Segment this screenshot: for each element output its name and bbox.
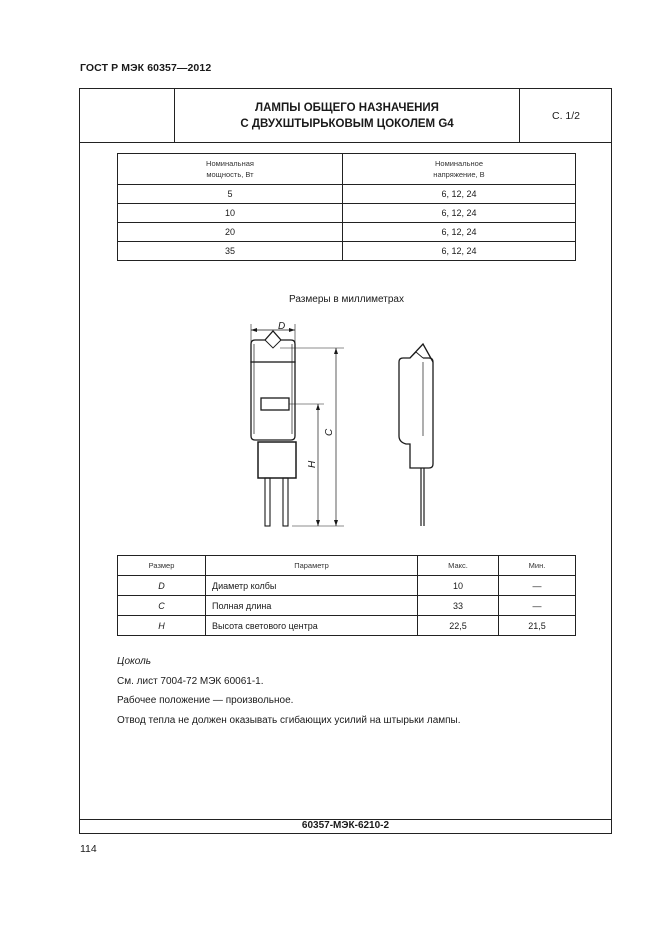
table-row: [118, 223, 576, 242]
table-row: [118, 576, 576, 596]
table-row: [118, 185, 576, 204]
lamp-drawing: [240, 318, 460, 533]
notes-line: Рабочее положение — произвольное.: [117, 695, 294, 706]
power-cell: 20: [118, 223, 343, 242]
max-cell: 22,5: [418, 616, 499, 636]
power-cell: 5: [118, 185, 343, 204]
power-cell: 10: [118, 204, 343, 223]
notes-line: См. лист 7004-72 МЭК 60061-1.: [117, 675, 264, 687]
min-cell: —: [499, 576, 576, 596]
table-row: [118, 242, 576, 261]
lamp-front-view: [251, 324, 344, 526]
lamp-base: [258, 442, 296, 478]
pin-left: [265, 478, 270, 526]
parameter-cell: Диаметр колбы: [206, 576, 418, 596]
notes-line: Отвод тепла не должен оказывать сгибающих усилий на штырьки лампы.: [117, 714, 461, 726]
size-cell: H: [118, 616, 206, 636]
table-header-row: [118, 154, 576, 185]
min-cell: 21,5: [499, 616, 576, 636]
page-number: 114: [80, 843, 97, 855]
sheet-code: 60357-МЭК-6210-2: [301, 820, 390, 831]
voltage-cell: 6, 12, 24: [343, 242, 576, 261]
title-left-cell: [79, 88, 175, 143]
size-header: Размер: [118, 556, 206, 576]
standard-header: ГОСТ Р МЭК 60357—2012: [80, 62, 212, 74]
parameter-cell: Полная длина: [206, 596, 418, 616]
notes-heading: Цоколь: [117, 656, 152, 667]
dimensions-caption: Размеры в миллиметрах: [289, 294, 404, 305]
table-row: [118, 596, 576, 616]
power-voltage-table: [117, 153, 576, 261]
max-cell: 10: [418, 576, 499, 596]
dimensions-table: [117, 555, 576, 636]
size-cell: D: [118, 576, 206, 596]
parameter-header: Параметр: [206, 556, 418, 576]
sheet-number: С. 1/2: [519, 88, 612, 143]
voltage-header: Номинальное напряжение, В: [343, 154, 576, 185]
power-cell: 35: [118, 242, 343, 261]
label-h: H: [307, 460, 318, 468]
pin-right: [283, 478, 288, 526]
power-header: Номинальная мощность, Вт: [118, 154, 343, 185]
filament-block: [261, 398, 289, 410]
title-line-2: С ДВУХШТЫРЬКОВЫМ ЦОКОЛЕМ G4: [240, 117, 454, 130]
voltage-cell: 6, 12, 24: [343, 185, 576, 204]
lamp-side-view: [399, 344, 433, 526]
label-c: C: [324, 428, 335, 436]
notes-block: [117, 652, 461, 730]
voltage-cell: 6, 12, 24: [343, 204, 576, 223]
sheet-title: [175, 88, 519, 143]
size-cell: C: [118, 596, 206, 616]
table-header-row: [118, 556, 576, 576]
table-row: [118, 616, 576, 636]
max-header: Макс.: [418, 556, 499, 576]
label-d: D: [278, 321, 286, 332]
title-line-1: ЛАМПЫ ОБЩЕГО НАЗНАЧЕНИЯ: [255, 101, 439, 114]
parameter-cell: Высота светового центра: [206, 616, 418, 636]
min-header: Мин.: [499, 556, 576, 576]
max-cell: 33: [418, 596, 499, 616]
voltage-cell: 6, 12, 24: [343, 223, 576, 242]
min-cell: —: [499, 596, 576, 616]
table-row: [118, 204, 576, 223]
